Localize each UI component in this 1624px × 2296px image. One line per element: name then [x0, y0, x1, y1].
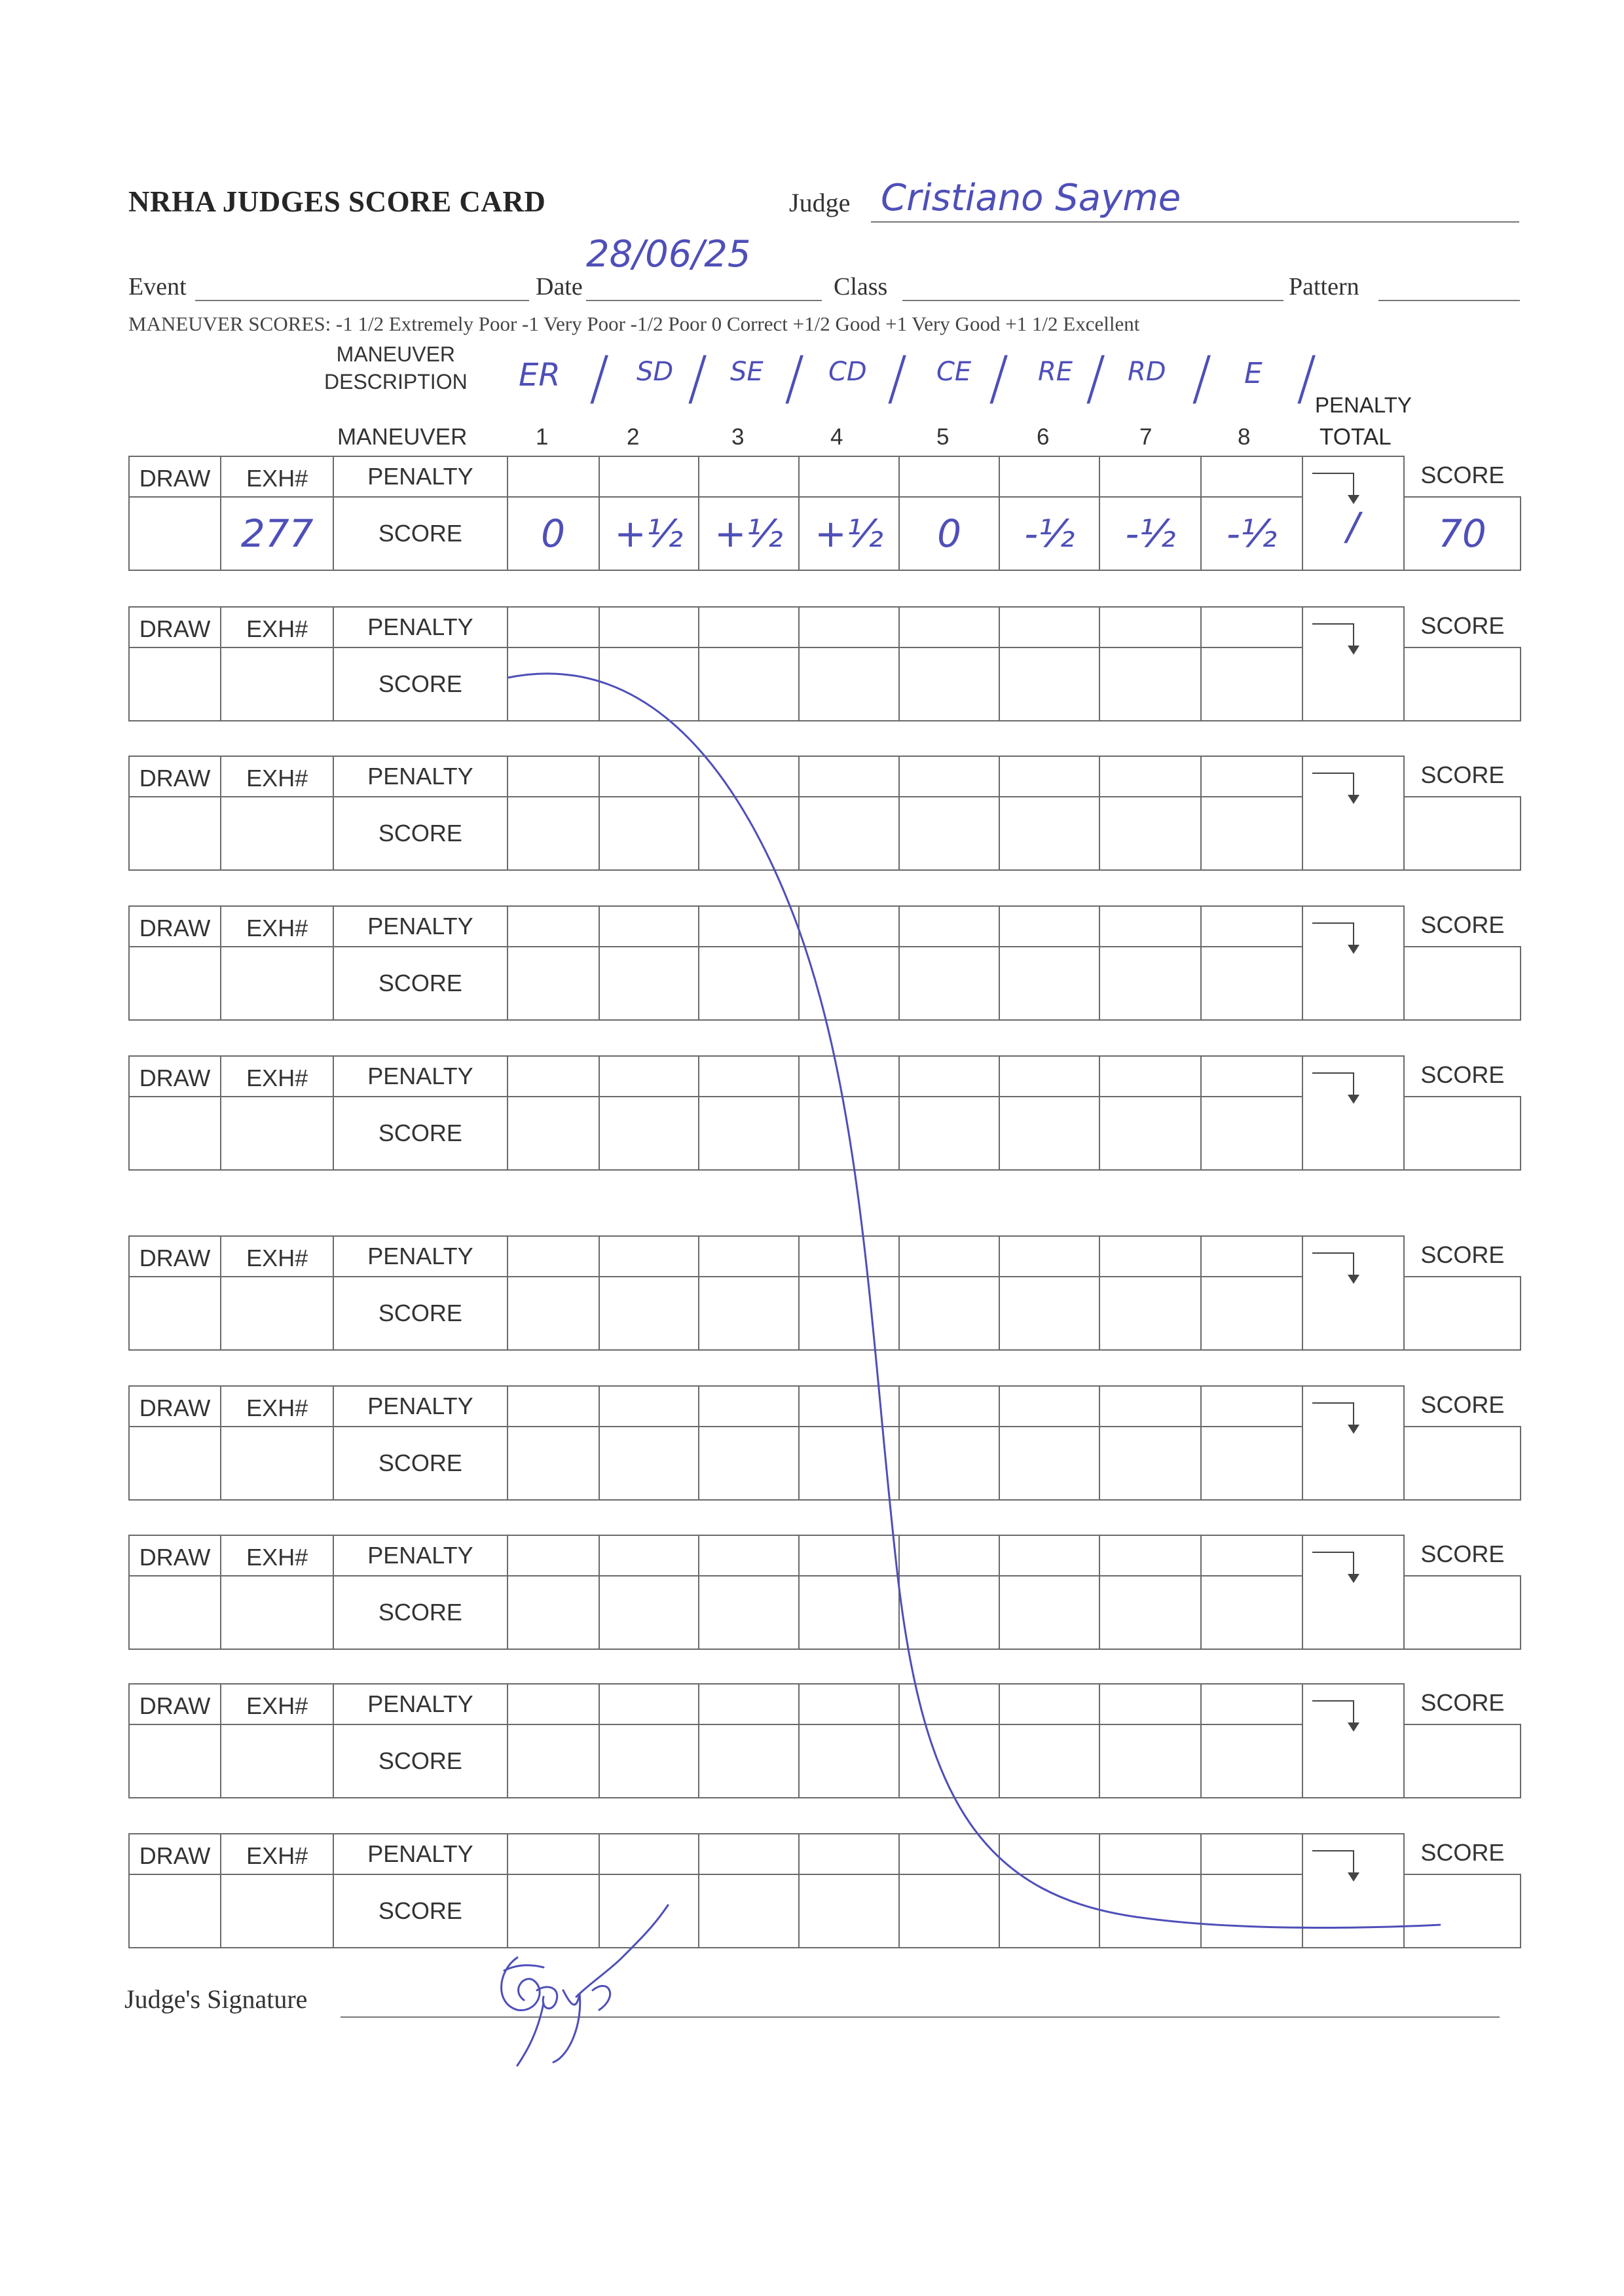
score-value-8: -½ [1226, 511, 1278, 556]
draw-label: DRAW [129, 1684, 221, 1724]
penalty-row-label: PENALTY [333, 756, 507, 797]
exh-label: EXH# [221, 1535, 333, 1576]
slash-mark: / [784, 344, 805, 412]
slash-mark: / [688, 344, 708, 412]
page-title: NRHA JUDGES SCORE CARD [128, 185, 546, 218]
slash-mark: / [989, 344, 1009, 412]
class-label: Class [834, 273, 888, 301]
maneuver-description-8: E [1244, 357, 1263, 390]
exh-label: EXH# [221, 1386, 333, 1427]
score-row-label: SCORE [333, 947, 507, 1020]
total-score-label: SCORE [1420, 612, 1505, 639]
draw-label: DRAW [129, 1236, 221, 1277]
total-score-label: SCORE [1420, 1391, 1505, 1418]
penalty-row-label: PENALTY [333, 1535, 507, 1576]
maneuver-number-6: 6 [1037, 424, 1050, 450]
total-score-label: SCORE [1420, 1540, 1505, 1567]
maneuver-description-3: SE [730, 357, 764, 387]
score-value-6: -½ [1024, 511, 1075, 556]
draw-label: DRAW [129, 1386, 221, 1427]
score-row-label: SCORE [333, 1097, 507, 1170]
penalty-row-label: PENALTY [333, 906, 507, 947]
judge-label: Judge [789, 188, 851, 217]
draw-label: DRAW [129, 1834, 221, 1874]
maneuver-column-head: MANEUVER [337, 424, 468, 450]
score-value-2: +½ [614, 511, 684, 556]
score-value-1: 0 [541, 511, 566, 556]
slash-mark: / [1297, 344, 1317, 412]
penalty-row-label: PENALTY [333, 1684, 507, 1724]
cancel-stroke [508, 674, 1441, 1928]
maneuver-description-4: CD [828, 357, 867, 387]
total-score-label: SCORE [1420, 1689, 1505, 1716]
penalty-row-label: PENALTY [333, 1236, 507, 1277]
exh-label: EXH# [221, 607, 333, 647]
score-row-label: SCORE [333, 1576, 507, 1649]
score-row-label: SCORE [333, 497, 507, 570]
maneuver-description-6: RE [1038, 357, 1073, 387]
score-value-5: 0 [937, 511, 962, 556]
maneuver-description-5: CE [936, 357, 972, 387]
total-score-label: SCORE [1420, 1241, 1505, 1268]
maneuver-number-7: 7 [1139, 424, 1153, 450]
total-score-label: SCORE [1420, 911, 1505, 938]
signature-label: Judge's Signature [124, 1984, 308, 2014]
maneuver-number-5: 5 [936, 424, 950, 450]
score-row-label: SCORE [333, 797, 507, 870]
slash-mark: / [589, 344, 610, 412]
exh-label: EXH# [221, 456, 333, 497]
date-label: Date [536, 273, 583, 301]
slash-mark: / [1086, 344, 1106, 412]
score-row-label: SCORE [333, 1724, 507, 1798]
maneuver-number-1: 1 [536, 424, 549, 450]
maneuver-description-7: RD [1128, 357, 1166, 387]
draw-label: DRAW [129, 906, 221, 947]
exh-label: EXH# [221, 756, 333, 797]
exh-label: EXH# [221, 1236, 333, 1277]
exh-label: EXH# [221, 1056, 333, 1097]
exh-label: EXH# [221, 1684, 333, 1724]
total-score-label: SCORE [1420, 1839, 1505, 1866]
date-value: 28/06/25 [586, 233, 751, 276]
penalty-row-label: PENALTY [333, 1834, 507, 1874]
score-row-label: SCORE [333, 1277, 507, 1350]
judge-name: Cristiano Sayme [881, 177, 1181, 219]
exh-value: 277 [240, 511, 314, 556]
exh-label: EXH# [221, 906, 333, 947]
draw-label: DRAW [129, 1056, 221, 1097]
total-score-label: SCORE [1420, 1061, 1505, 1088]
penalty-total-head-1: PENALTY [1315, 393, 1412, 417]
score-value-7: -½ [1125, 511, 1176, 556]
event-label: Event [128, 273, 187, 301]
score-value-3: +½ [714, 511, 783, 556]
maneuver-description-2: SD [637, 357, 674, 387]
penalty-total-value: / [1346, 504, 1359, 549]
slash-mark: / [1192, 344, 1212, 412]
signature-icon [502, 1905, 668, 2066]
maneuver-number-3: 3 [731, 424, 745, 450]
pattern-label: Pattern [1289, 273, 1359, 301]
total-score-label: SCORE [1420, 761, 1505, 788]
score-row-label: SCORE [333, 647, 507, 721]
draw-label: DRAW [129, 1535, 221, 1576]
penalty-row-label: PENALTY [333, 456, 507, 497]
maneuver-number-4: 4 [830, 424, 843, 450]
draw-label: DRAW [129, 456, 221, 497]
score-value-4: +½ [815, 511, 883, 556]
draw-label: DRAW [129, 607, 221, 647]
penalty-row-label: PENALTY [333, 1386, 507, 1427]
penalty-total-head-2: TOTAL [1320, 424, 1392, 450]
penalty-row-label: PENALTY [333, 607, 507, 647]
maneuver-number-2: 2 [627, 424, 640, 450]
total-score-value: 70 [1437, 511, 1486, 556]
score-row-label: SCORE [333, 1427, 507, 1500]
maneuver-score-scale: MANEUVER SCORES: -1 1/2 Extremely Poor -1 Very Poor -1/2 Poor 0 Correct +1/2 Good +1 Very Good +1 1/2 Excellent [128, 312, 1140, 335]
penalty-row-label: PENALTY [333, 1056, 507, 1097]
score-row-label: SCORE [333, 1874, 507, 1948]
total-score-label: SCORE [1420, 462, 1505, 488]
maneuver-description-label: MANEUVER DESCRIPTION [324, 342, 468, 393]
exh-label: EXH# [221, 1834, 333, 1874]
maneuver-description-1: ER [519, 357, 561, 393]
maneuver-number-8: 8 [1238, 424, 1251, 450]
draw-label: DRAW [129, 756, 221, 797]
slash-mark: / [887, 344, 908, 412]
